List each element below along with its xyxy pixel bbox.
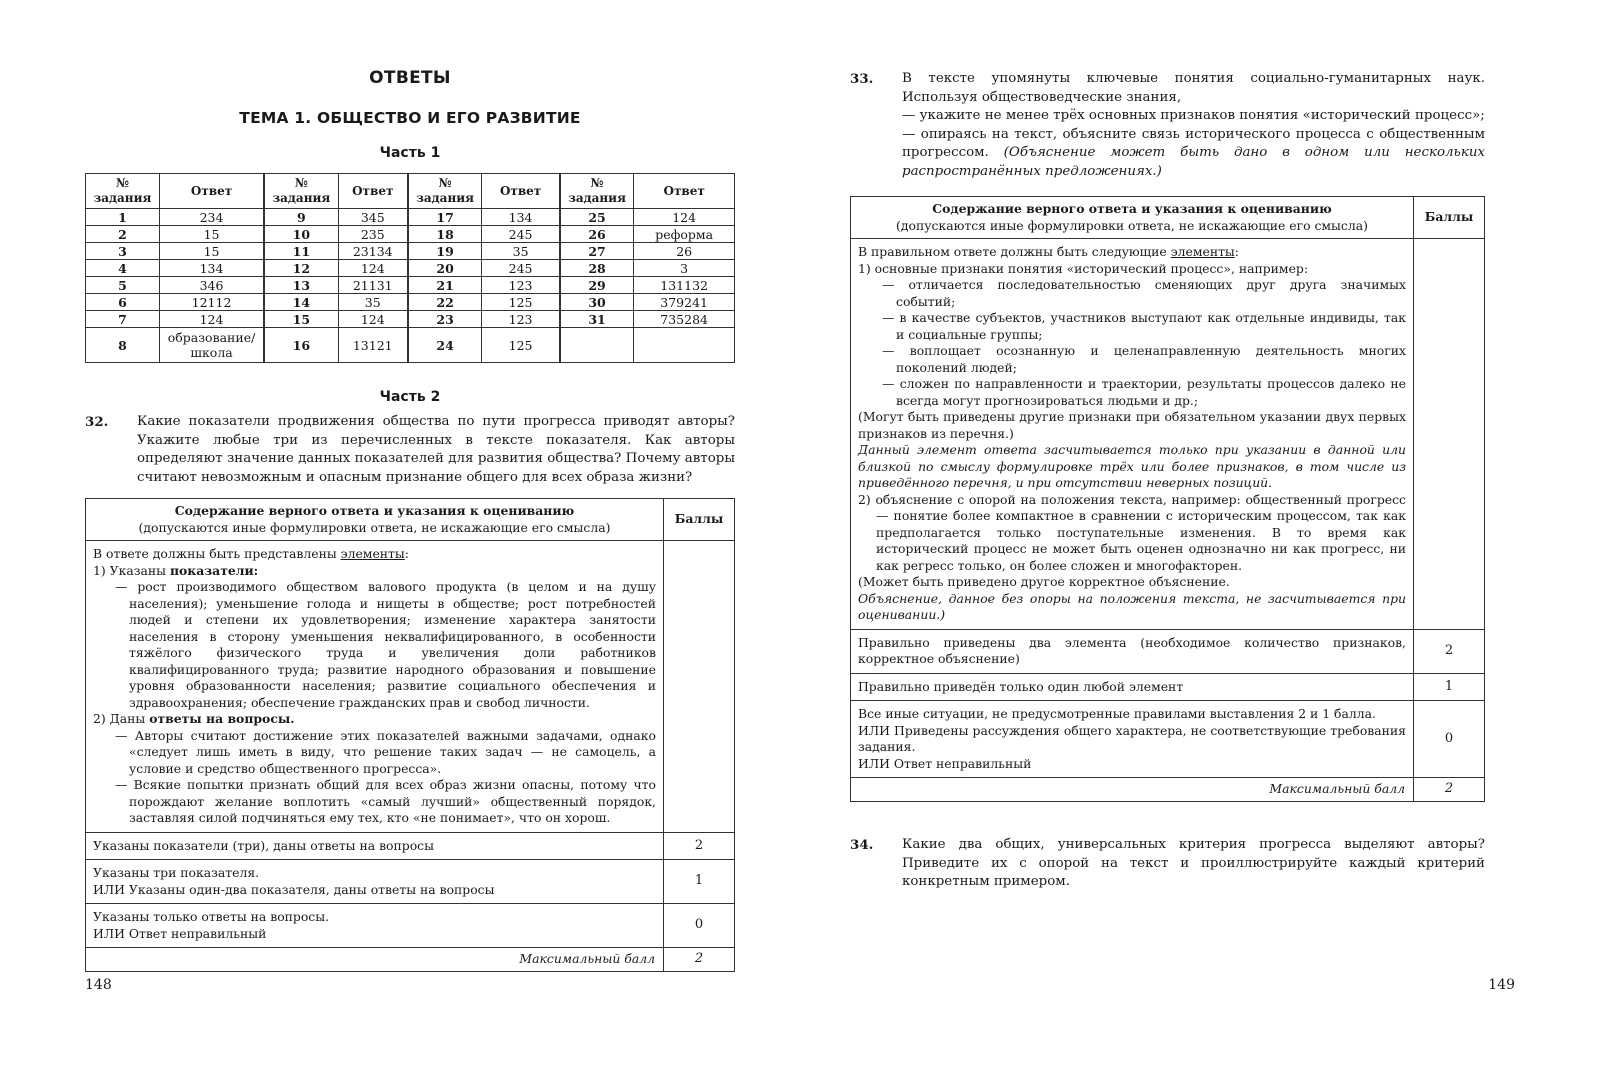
item1-dash: — воплощает осознанную и целенаправленную деятельность многих поколений людей;: [882, 343, 1406, 375]
item1-bold: показатели:: [169, 562, 259, 578]
task-answer: 21131: [338, 277, 408, 294]
max-score-value: 2: [1414, 778, 1485, 802]
col-answer-header: Ответ: [634, 174, 735, 209]
intro-suffix: :: [1234, 244, 1239, 259]
note1: (Могут быть приведены другие признаки при обязательном указании двух первых признаков из перечня.): [858, 409, 1406, 441]
col-num-header: № задания: [560, 174, 634, 209]
answer-table-row: [86, 209, 735, 226]
answer-table-row: [86, 226, 735, 243]
grading-header: [851, 197, 1485, 239]
task-number: 11: [264, 243, 338, 260]
task-answer: 131132: [634, 277, 735, 294]
task-answer: 345: [338, 209, 408, 226]
score-criteria: Правильно приведены два элемента (необходимое количество признаков, корректное объяснение): [858, 634, 1406, 666]
grading-content: [86, 541, 664, 833]
col-answer-header: Ответ: [338, 174, 408, 209]
item2-dash1: — Авторы считают достижение этих показателей важными задачами, однако «следует лишь иметь в виду, что решение таких задач — не самоцель, а условие и средство общественного прогресса».: [115, 727, 656, 776]
points-header: Баллы: [1414, 197, 1485, 239]
task-number: 8: [86, 328, 160, 363]
question-dash: — укажите не менее трёх основных признаков понятия «исторический процесс»;: [902, 108, 1485, 123]
task-answer: реформа: [634, 226, 735, 243]
score-criteria: Указаны показатели (три), даны ответы на вопросы: [93, 837, 434, 853]
answer-table-header: [86, 174, 735, 209]
answer-table-row: [86, 243, 735, 260]
item1-dash: — в качестве субъектов, участников выступают как отдельные индивиды, так и социальные группы;: [882, 310, 1406, 342]
task-number: 21: [408, 277, 482, 294]
score-criteria-alt: ИЛИ Приведены рассуждения общего характера, не соответствующие требования задания.: [858, 722, 1406, 754]
score-value: 0: [1414, 701, 1485, 778]
grading-content: [851, 239, 1414, 630]
part1-heading: Часть 1: [379, 145, 441, 161]
answer-table-row: [86, 260, 735, 277]
task-number: 19: [408, 243, 482, 260]
task-number: 31: [560, 311, 634, 328]
question-34: [850, 836, 1485, 894]
question-note: (Объяснение может быть дано в одном или нескольких распространённых предложениях.): [902, 145, 1485, 179]
task-answer: 124: [159, 311, 264, 328]
task-answer: 23134: [338, 243, 408, 260]
col-num-header: № задания: [86, 174, 160, 209]
grading-header-subtitle: (допускаются иные формулировки ответа, не искажающие его смысла): [896, 217, 1368, 233]
question-number: 34.: [850, 837, 874, 853]
score-row: [86, 860, 735, 904]
col-answer-header: Ответ: [482, 174, 560, 209]
max-score-row: [851, 778, 1485, 802]
note1-italic: Данный элемент ответа засчитывается только при указании в данной или близкой по смыслу формулировке трёх или более признаков, в том числе из приведённого перечня, и при отсутствии неверных позиций.: [858, 442, 1406, 490]
task-answer: 15: [159, 243, 264, 260]
task-number: 3: [86, 243, 160, 260]
score-row: [86, 832, 735, 860]
answer-table-row: [86, 294, 735, 311]
answer-table-row: [86, 311, 735, 328]
score-row: [86, 904, 735, 948]
answer-table-row: [86, 277, 735, 294]
answers-title: ОТВЕТЫ: [369, 68, 451, 88]
score-value: 0: [664, 904, 735, 948]
task-answer: 235: [338, 226, 408, 243]
task-answer: 134: [159, 260, 264, 277]
question-text: Какие показатели продвижения общества по пути прогресса приводят авторы? Укажите любые три из перечисленных в тексте показателя. Как авторы определяют значение данных показателей для развития общества? Почему авторы считают невозможным и опасным признание общего для всех образа жизни?: [137, 414, 735, 485]
task-answer: 3: [634, 260, 735, 277]
score-row: [851, 701, 1485, 778]
task-answer: 124: [338, 260, 408, 277]
points-header: Баллы: [664, 499, 735, 541]
score-criteria: Указаны только ответы на вопросы.: [93, 909, 330, 924]
max-score-label: Максимальный балл: [851, 778, 1414, 802]
score-criteria-alt: ИЛИ Ответ неправильный: [858, 755, 1032, 771]
task-answer: образование/ школа: [159, 328, 264, 363]
question-text: Какие два общих, универсальных критерия прогресса выделяют авторы? Приведите их с опорой на текст и проиллюстрируйте каждый критерий конкретным примером.: [902, 837, 1485, 889]
note2-italic: Объяснение, данное без опоры на положения текста, не засчитывается при оценивании.): [858, 590, 1406, 622]
task-answer: 26: [634, 243, 735, 260]
task-number: 26: [560, 226, 634, 243]
grading-header-title: Содержание верного ответа и указания к оцениванию: [932, 201, 1332, 216]
task-answer: 245: [482, 260, 560, 277]
task-answer: 35: [338, 294, 408, 311]
task-answer: 245: [482, 226, 560, 243]
task-number: 7: [86, 311, 160, 328]
col-answer-header: Ответ: [159, 174, 264, 209]
question-text: В тексте упомянуты ключевые понятия социально-гуманитарных наук. Используя обществоведческие знания,: [902, 71, 1485, 105]
task-number: 22: [408, 294, 482, 311]
item1-prefix: 1) Указаны: [93, 562, 170, 578]
item1: 1) основные признаки понятия «исторический процесс», например:: [858, 260, 1309, 276]
task-number: 6: [86, 294, 160, 311]
task-answer: 735284: [634, 311, 735, 328]
max-score-row: [86, 948, 735, 972]
task-number: 5: [86, 277, 160, 294]
task-number: [560, 328, 634, 363]
right-page: [800, 0, 1600, 1080]
question-33: [850, 70, 1485, 184]
col-num-header: № задания: [408, 174, 482, 209]
task-number: 27: [560, 243, 634, 260]
answer-table-row: [86, 328, 735, 363]
score-criteria-alt: ИЛИ Указаны один-два показателя, даны ответы на вопросы: [93, 881, 495, 897]
task-number: 13: [264, 277, 338, 294]
grading-content-row: [86, 541, 735, 833]
col-num-header: № задания: [264, 174, 338, 209]
task-number: 15: [264, 311, 338, 328]
task-number: 2: [86, 226, 160, 243]
question-dash: — опираясь на текст, объясните связь исторического процесса с общественным прогрессом.: [902, 126, 1485, 160]
task-answer: 12112: [159, 294, 264, 311]
question-number: 33.: [850, 71, 874, 87]
answer-table: [85, 173, 735, 363]
item1-dash: — отличается последовательностью сменяющих друг друга значимых событий;: [882, 277, 1406, 309]
task-number: 23: [408, 311, 482, 328]
task-number: 10: [264, 226, 338, 243]
score-value: 1: [664, 860, 735, 904]
score-criteria: Все иные ситуации, не предусмотренные правилами выставления 2 и 1 балла.: [858, 706, 1376, 721]
topic-heading: ТЕМА 1. ОБЩЕСТВО И ЕГО РАЗВИТИЕ: [239, 109, 581, 127]
grading-table-32: [85, 498, 735, 972]
item1-dash: — сложен по направленности и траектории, результаты процессов далеко не всегда могут прогнозироваться людьми и др.;: [882, 376, 1406, 408]
task-answer: 124: [338, 311, 408, 328]
score-criteria: Правильно приведён только один любой элемент: [858, 678, 1184, 694]
score-value: 1: [1414, 673, 1485, 701]
task-answer: 35: [482, 243, 560, 260]
task-answer: 125: [482, 328, 560, 363]
question-number: 32.: [85, 414, 109, 430]
task-answer: 379241: [634, 294, 735, 311]
task-number: 12: [264, 260, 338, 277]
max-score-label: Максимальный балл: [86, 948, 664, 972]
score-row: [851, 673, 1485, 701]
intro-underlined: элементы: [340, 546, 405, 561]
grading-header-title: Содержание верного ответа и указания к оцениванию: [174, 503, 575, 518]
score-value: 2: [1414, 629, 1485, 673]
score-criteria: Указаны три показателя.: [93, 865, 260, 880]
item1-dash: — рост производимого обществом валового продукта (в целом и на душу населения); уменьшение голода и нищеты в обществе; рост потребностей людей и степени их удовлетворения; изменение характера занятости населения в сторону уменьшения неквалифицированного, в особенности тяжёлого физического труда и увеличения доли работников квалифицированного труда; развитие народного образования и повышение уровня образованности населения; развитие социального обеспечения и здравоохранения; обеспечение гражданских прав и свобод личности.: [115, 579, 656, 710]
task-number: 17: [408, 209, 482, 226]
task-answer: 13121: [338, 328, 408, 363]
task-answer: 15: [159, 226, 264, 243]
item2-dash2: — Всякие попытки признать общий для всех образ жизни опасны, потому что порождают желание воплотить «самый лучший» общественный порядок, заставляя силой подчиняться ему тех, кто «не понимает», что он хорош.: [115, 777, 656, 825]
task-answer: 234: [159, 209, 264, 226]
intro-text: В правильном ответе должны быть следующие: [858, 244, 1171, 259]
intro-underlined: элементы: [1170, 244, 1235, 259]
task-number: 20: [408, 260, 482, 277]
intro-suffix: :: [404, 546, 409, 561]
task-number: 1: [86, 209, 160, 226]
score-criteria-alt: ИЛИ Ответ неправильный: [93, 925, 267, 941]
score-value: 2: [664, 832, 735, 860]
task-number: 28: [560, 260, 634, 277]
max-score-value: 2: [664, 948, 735, 972]
task-answer: 123: [482, 311, 560, 328]
task-number: 30: [560, 294, 634, 311]
task-number: 24: [408, 328, 482, 363]
task-answer: 134: [482, 209, 560, 226]
task-number: 4: [86, 260, 160, 277]
task-answer: 124: [634, 209, 735, 226]
task-number: 14: [264, 294, 338, 311]
page-number: 149: [1488, 977, 1515, 993]
grading-table-33: [850, 196, 1485, 802]
question-32: [85, 413, 735, 489]
task-answer: 346: [159, 277, 264, 294]
grading-header: [86, 499, 735, 541]
task-answer: 123: [482, 277, 560, 294]
page-number: 148: [85, 977, 112, 993]
grading-content-score: [1414, 239, 1485, 630]
task-answer: 125: [482, 294, 560, 311]
grading-content-score: [664, 541, 735, 833]
task-answer: [634, 328, 735, 363]
item2: 2) объяснение с опорой на положения текста, например: общественный прогресс — понятие более компактное в сравнении с историческим процессом, так как предполагается только поступательные изменения. В то время как исторический процесс не может быть оценен однозначно ни как прогресс, ни как регресс только, он более сложен и многофакторен.: [858, 491, 1406, 573]
task-number: 25: [560, 209, 634, 226]
grading-header-subtitle: (допускаются иные формулировки ответа, не искажающие его смысла): [138, 519, 611, 535]
task-number: 9: [264, 209, 338, 226]
grading-content-row: [851, 239, 1485, 630]
task-number: 18: [408, 226, 482, 243]
task-number: 29: [560, 277, 634, 294]
item2-bold: ответы на вопросы.: [149, 711, 295, 726]
note2: (Может быть приведено другое корректное объяснение.: [858, 574, 1230, 589]
part2-heading: Часть 2: [379, 389, 441, 405]
item2-prefix: 2) Даны: [93, 711, 150, 726]
intro-text: В ответе должны быть представлены: [93, 546, 341, 561]
task-number: 16: [264, 328, 338, 363]
score-row: [851, 629, 1485, 673]
